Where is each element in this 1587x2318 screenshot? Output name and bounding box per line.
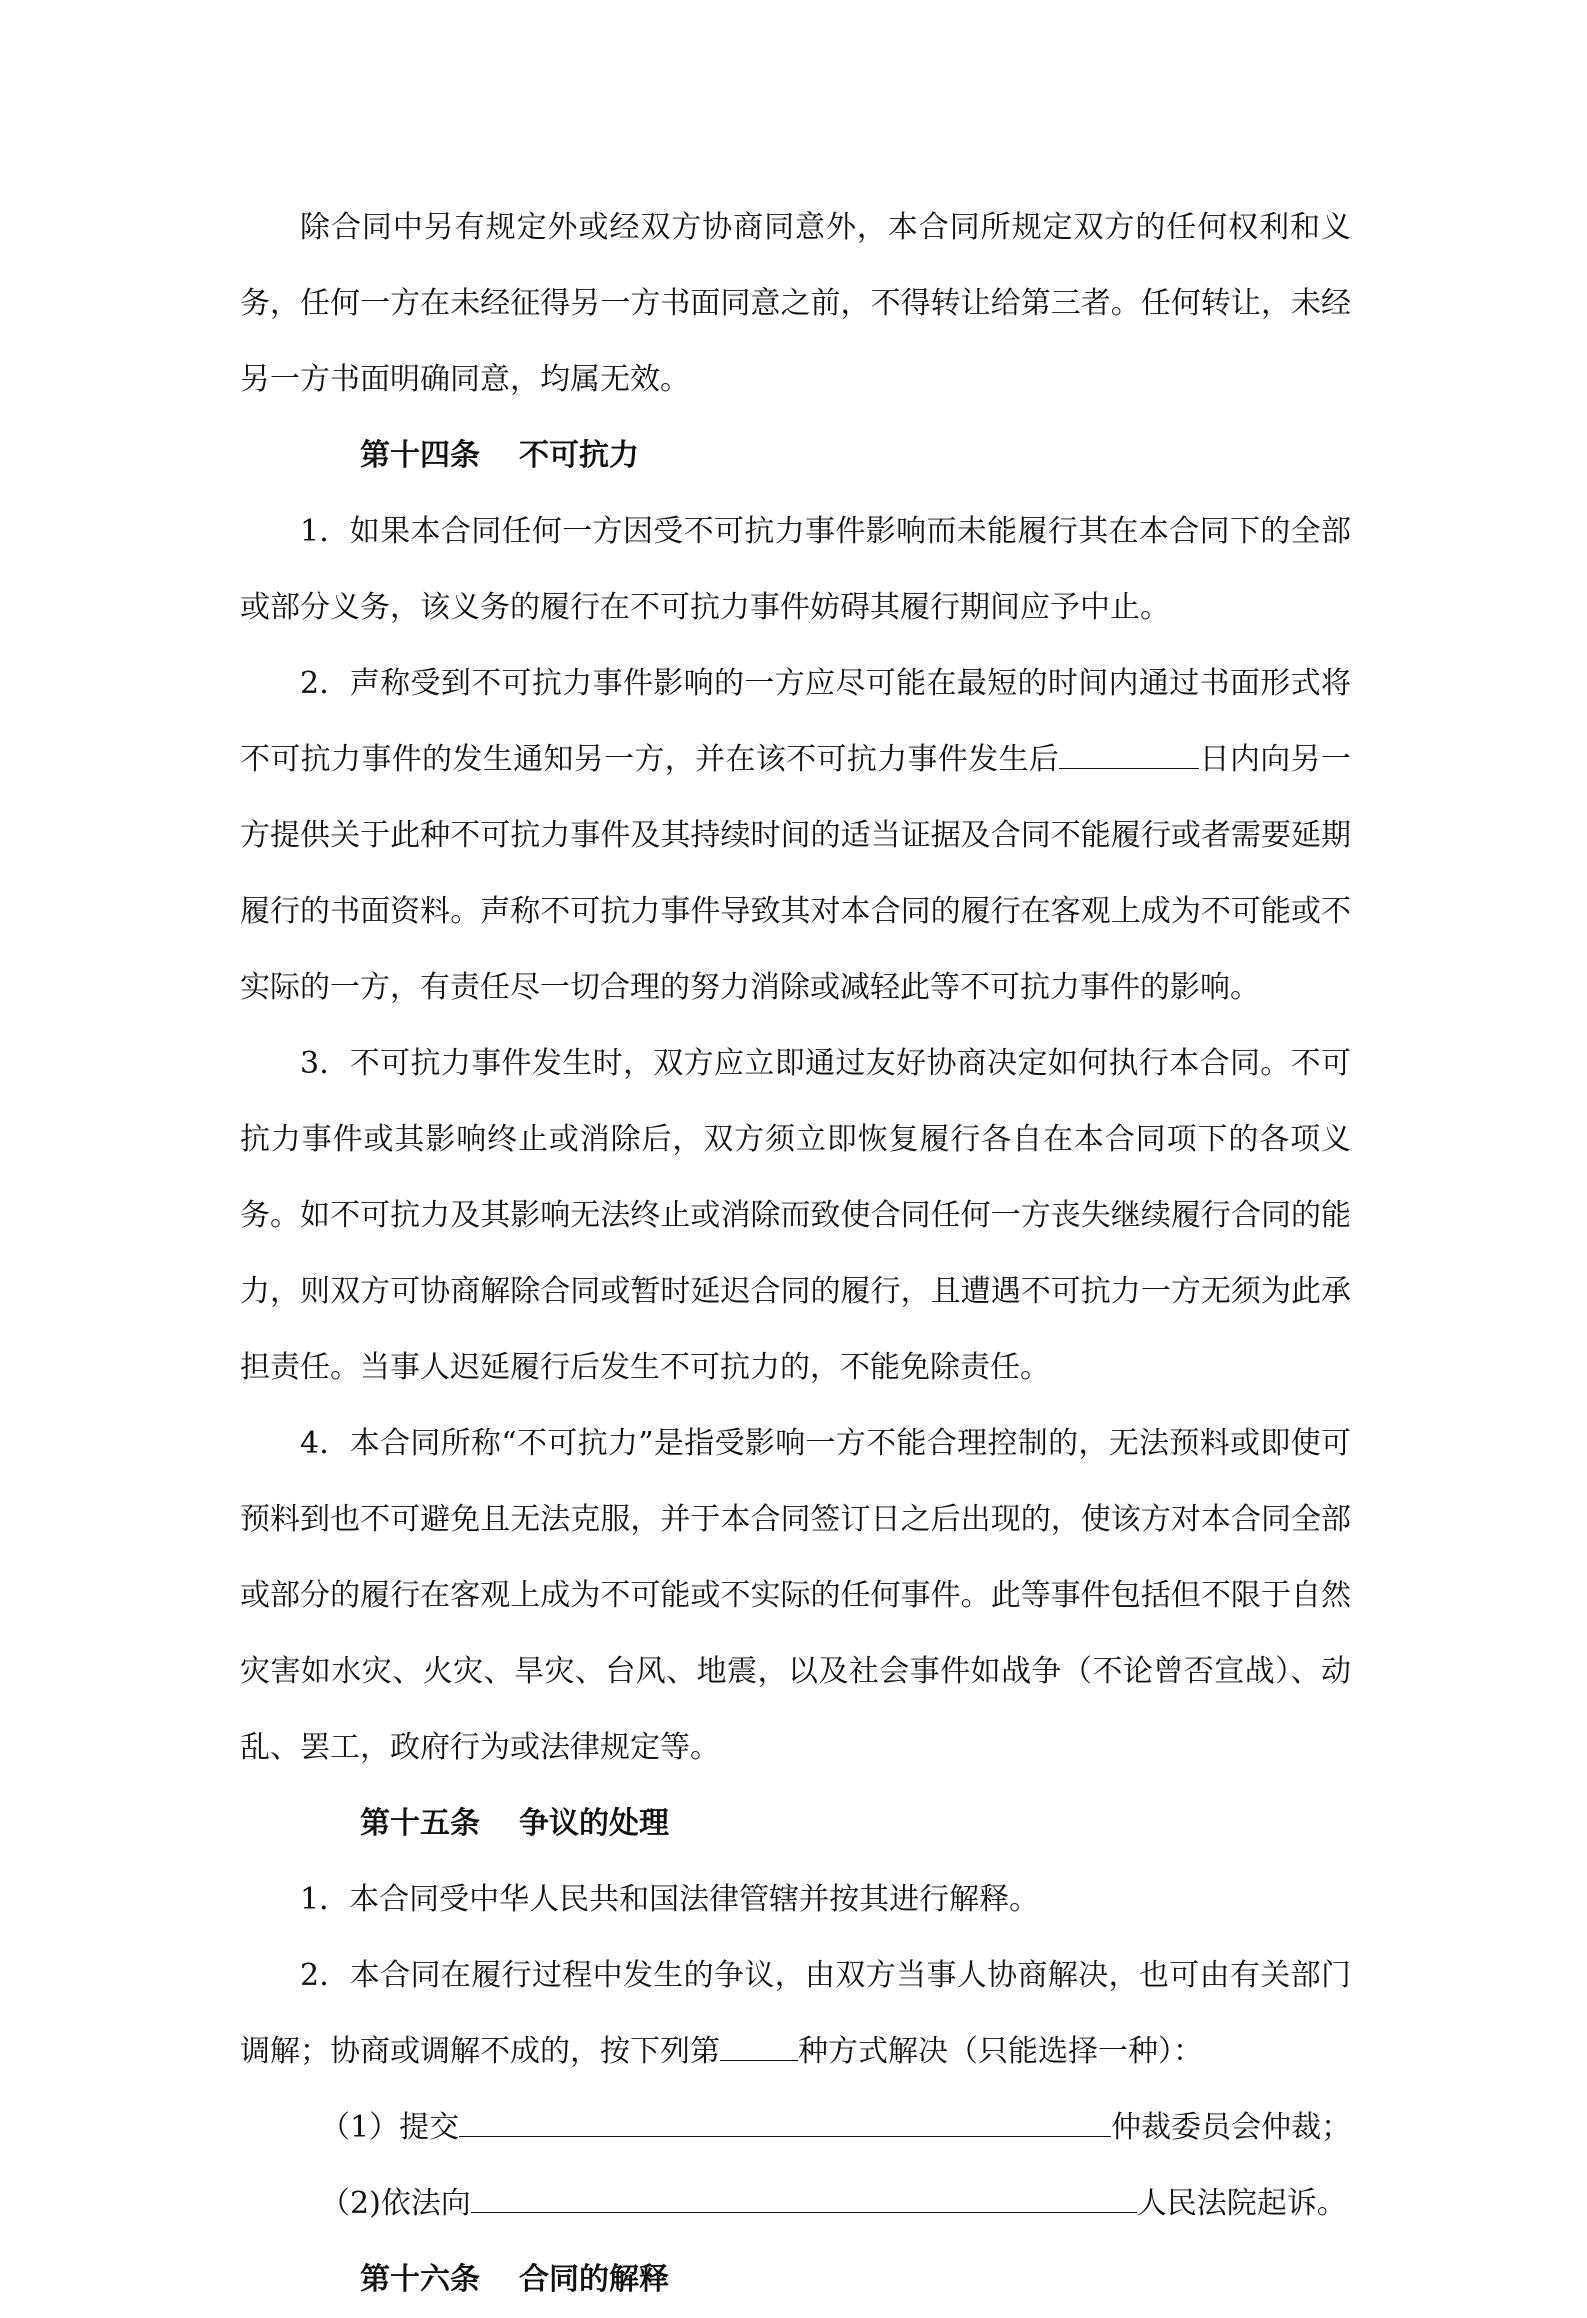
article-15-number: 第十五条	[360, 1806, 480, 1841]
option-arbitration	[240, 2090, 1351, 2166]
article-15-clause-2-part-b: 种方式解决（只能选择一种）：	[798, 2034, 1203, 2069]
option-2-suffix: 人民法院起诉。	[1136, 2186, 1347, 2221]
article-14-clause-1: 1．如果本合同任何一方因受不可抗力事件影响而未能履行其在本合同下的全部或部分义务，该义务的履行在不可抗力事件妨碍其履行期间应予中止。	[240, 514, 1351, 625]
article-15-title: 争议的处理	[519, 1806, 669, 1841]
article-15-clause-1: 1．本合同受中华人民共和国法律管辖并按其进行解释。	[300, 1882, 1040, 1917]
option-2-label: （2)依法向	[320, 2186, 471, 2221]
arbitration-commission-blank-field[interactable]	[459, 2102, 1111, 2137]
article-15-clause-2-part-a: 2．本合同在履行过程中发生的争议，由双方当事人协商解决，也可由有关部门调解；协商或调解不成的，按下列第	[240, 1958, 1351, 2069]
article-16-heading	[240, 2242, 1351, 2318]
days-blank-field[interactable]	[1059, 734, 1199, 769]
article-14-heading	[240, 418, 1351, 494]
option-litigation	[240, 2166, 1351, 2242]
article-14-clause-2-part-a: 2．声称受到不可抗力事件影响的一方应尽可能在最短的时间内通过书面形式将不可抗力事件的发生通知另一方，并在该不可抗力事件发生后	[240, 666, 1351, 777]
court-name-blank-field[interactable]	[471, 2178, 1137, 2213]
article-16-title: 合同的解释	[519, 2262, 669, 2297]
article-14-title: 不可抗力	[519, 438, 639, 473]
article-14-number: 第十四条	[360, 438, 480, 473]
article-15-heading	[240, 1786, 1351, 1862]
option-1-suffix: 仲裁委员会仲裁；	[1111, 2110, 1352, 2145]
article-14-clause-2-part-b: 日内向另一方提供关于此种不可抗力事件及其持续时间的适当证据及合同不能履行或者需要延期履行的书面资料。声称不可抗力事件导致其对本合同的履行在客观上成为不可能或不实际的一方，有责任尽一切合理的努力消除或减轻此等不可抗力事件的影响。	[240, 742, 1351, 1005]
method-number-blank-field[interactable]	[720, 2026, 798, 2061]
article-14-clause-2	[240, 646, 1351, 1026]
article-14-clause-4: 4．本合同所称“不可抗力”是指受影响一方不能合理控制的，无法预料或即使可预料到也不可避免且无法克服，并于本合同签订日之后出现的，使该方对本合同全部或部分的履行在客观上成为不可能或不实际的任何事件。此等事件包括但不限于自然灾害如水灾、火灾、旱灾、台风、地震，以及社会事件如战争（不论曾否宣战）、动乱、罢工，政府行为或法律规定等。	[240, 1426, 1351, 1765]
article-14-clause-3: 3．不可抗力事件发生时，双方应立即通过友好协商决定如何执行本合同。不可抗力事件或其影响终止或消除后，双方须立即恢复履行各自在本合同项下的各项义务。如不可抗力及其影响无法终止或消除而致使合同任何一方丧失继续履行合同的能力，则双方可协商解除合同或暂时延迟合同的履行，且遭遇不可抗力一方无须为此承担责任。当事人迟延履行后发生不可抗力的，不能免除责任。	[240, 1046, 1351, 1385]
article-15-clause-2	[240, 1938, 1351, 2090]
paragraph-assignment: 除合同中另有规定外或经双方协商同意外，本合同所规定双方的任何权利和义务，任何一方在未经征得另一方书面同意之前，不得转让给第三者。任何转让，未经另一方书面明确同意，均属无效。	[240, 210, 1351, 397]
option-1-label: （1）提交	[320, 2110, 460, 2145]
article-16-number: 第十六条	[360, 2262, 480, 2297]
